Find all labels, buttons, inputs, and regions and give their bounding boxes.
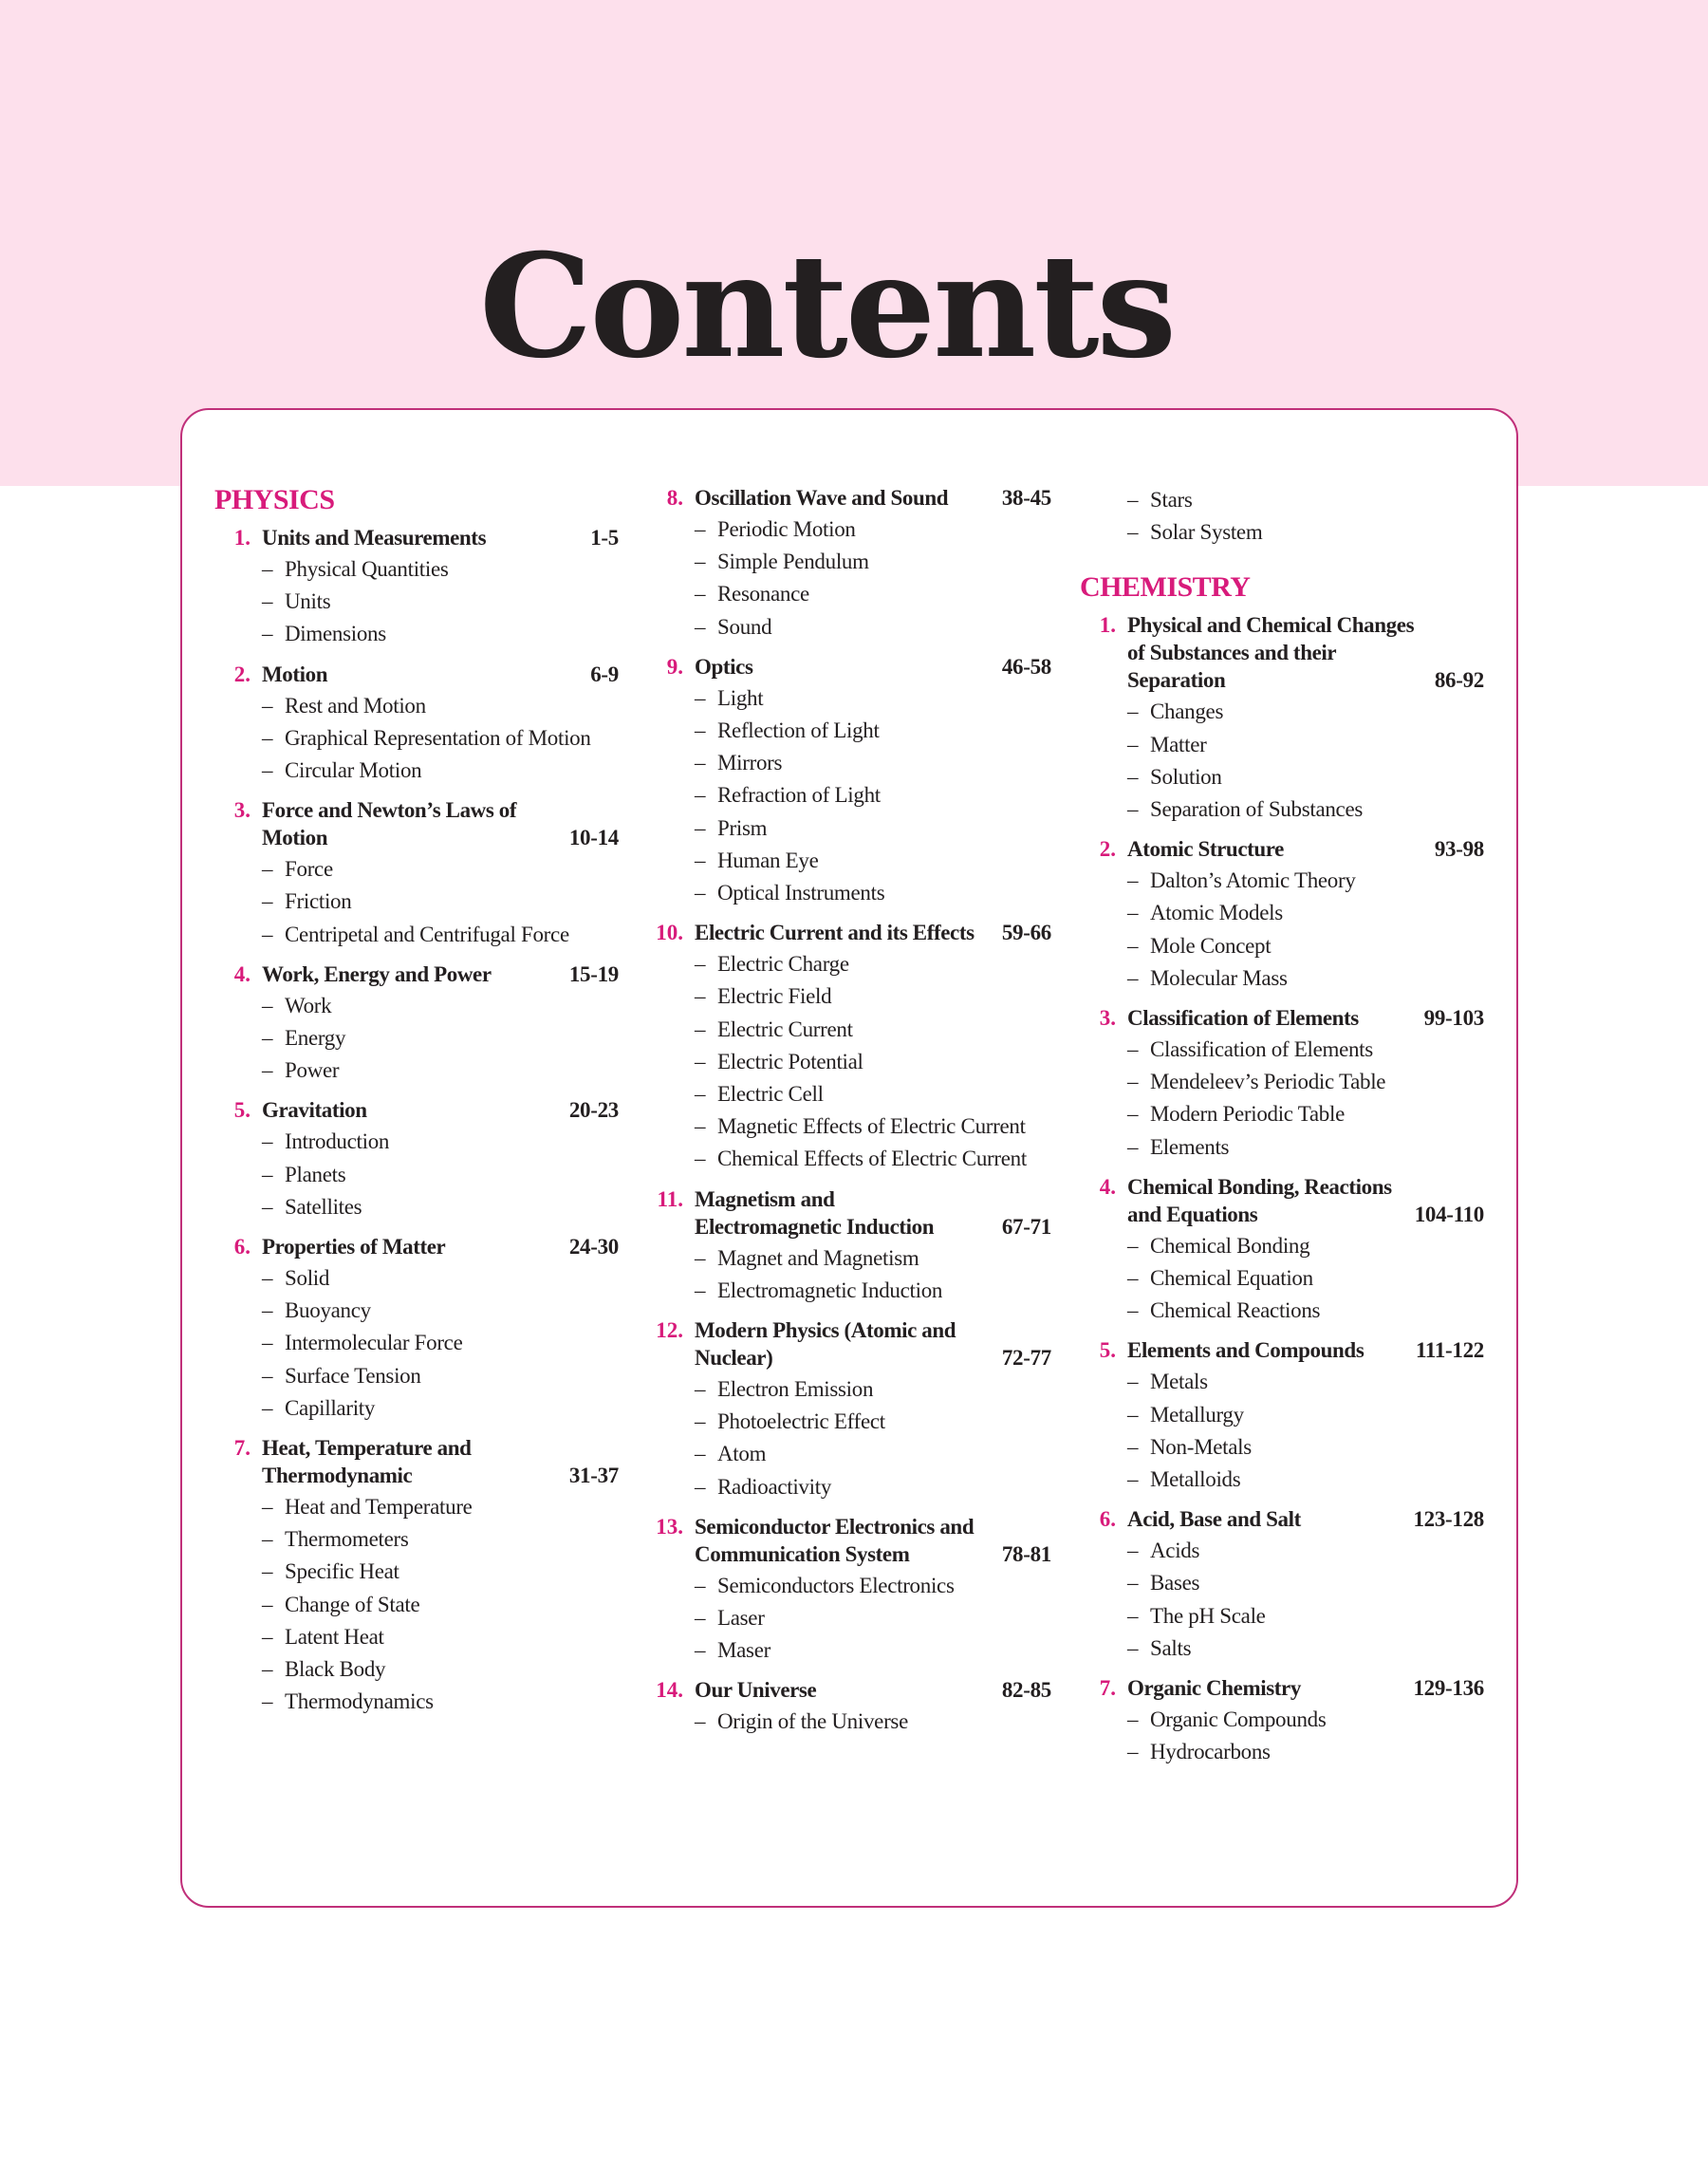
- topic-item: – Units: [262, 586, 619, 618]
- chapter-title: Heat, Temperature and Thermodynamic: [262, 1436, 472, 1488]
- topic-item: – Physical Quantities: [262, 553, 619, 586]
- topic-item: – Prism: [695, 812, 1051, 845]
- chapter-title: Optics: [695, 654, 753, 679]
- topic-item: – Refraction of Light: [695, 779, 1051, 812]
- chapter-number: 9.: [666, 654, 683, 679]
- chapter-entry[interactable]: [214, 1096, 619, 1223]
- contents-card: [180, 408, 1518, 1908]
- chapter-heading: [214, 1434, 619, 1489]
- chapter-pages: 6-9: [590, 662, 619, 686]
- chapter-pages: 67-71: [1001, 1214, 1051, 1239]
- topic-item: – Matter: [1127, 729, 1484, 761]
- topic-item: – Friction: [262, 886, 619, 918]
- chapter-entry[interactable]: [1080, 1674, 1484, 1768]
- topic-item: – Resonance: [695, 578, 1051, 610]
- chapter-number: 5.: [1099, 1338, 1116, 1363]
- chapter-title: Modern Physics (Atomic and Nuclear): [695, 1318, 956, 1371]
- topic-item: – Introduction: [262, 1126, 619, 1158]
- topic-item: – Chemical Reactions: [1127, 1295, 1484, 1327]
- chapter-heading: [214, 1233, 619, 1260]
- chapter-number: 10.: [656, 921, 683, 945]
- chapter-pages: 111-122: [1415, 1338, 1484, 1363]
- chapter-title: Classification of Elements: [1127, 1006, 1359, 1031]
- topic-item: – Classification of Elements: [1127, 1034, 1484, 1066]
- topic-item: – Photoelectric Effect: [695, 1406, 1051, 1438]
- chapter-title: Chemical Bonding, Reactions and Equations: [1127, 1174, 1392, 1226]
- chapter-title: Organic Chemistry: [1127, 1676, 1301, 1701]
- topic-item: – Modern Periodic Table: [1127, 1098, 1484, 1130]
- topic-item: – Rest and Motion: [262, 690, 619, 722]
- chapter-pages: 78-81: [1001, 1541, 1051, 1566]
- chapter-entry[interactable]: [214, 1233, 619, 1425]
- topic-list: [647, 1373, 1051, 1503]
- topic-list: [1080, 1704, 1484, 1768]
- chapter-heading: [1080, 1004, 1484, 1032]
- topic-item: – Hydrocarbons: [1127, 1736, 1484, 1768]
- topic-list: [1080, 1034, 1484, 1164]
- chapter-number: 12.: [656, 1318, 683, 1343]
- topic-item: – Dimensions: [262, 618, 619, 650]
- topic-item: – Atomic Models: [1127, 897, 1484, 929]
- topic-item: – Centripetal and Centrifugal Force: [262, 919, 619, 951]
- topic-item: – Capillarity: [262, 1392, 619, 1425]
- chapter-number: 1.: [1099, 613, 1116, 638]
- chapter-number: 2.: [233, 662, 251, 686]
- chapter-number: 13.: [656, 1514, 683, 1539]
- topic-item: – Semiconductors Electronics: [695, 1570, 1051, 1602]
- chapter-heading: [214, 1096, 619, 1124]
- topic-list: [1080, 865, 1484, 995]
- topic-item: – Electric Current: [695, 1014, 1051, 1046]
- chapter-number: 8.: [666, 486, 683, 510]
- topic-list: [214, 1491, 619, 1718]
- topic-item: – Circular Motion: [262, 755, 619, 787]
- section-title: PHYSICS: [214, 484, 335, 515]
- chapter-heading: [214, 961, 619, 988]
- chapter-pages: 86-92: [1434, 668, 1484, 693]
- topic-list: [647, 1706, 1051, 1738]
- topic-item: – Black Body: [262, 1653, 619, 1686]
- topic-list: [1080, 696, 1484, 826]
- chapter-number: 14.: [656, 1678, 683, 1703]
- topic-item: – Atom: [695, 1438, 1051, 1470]
- chapter-title: Gravitation: [262, 1098, 367, 1123]
- topic-item: – Origin of the Universe: [695, 1706, 1051, 1738]
- chapter-heading: [647, 653, 1051, 681]
- topic-item: – Human Eye: [695, 845, 1051, 877]
- chapter-number: 1.: [233, 526, 251, 550]
- topic-item: – Thermodynamics: [262, 1686, 619, 1718]
- chapter-pages: 93-98: [1434, 837, 1484, 862]
- topic-item: – Specific Heat: [262, 1556, 619, 1588]
- topic-item: – Electric Field: [695, 980, 1051, 1013]
- topic-item: – Thermometers: [262, 1523, 619, 1556]
- chapter-pages: 123-128: [1413, 1507, 1484, 1532]
- toc-section: [1080, 484, 1484, 549]
- chapter-pages: 31-37: [568, 1464, 619, 1488]
- topic-item: – Changes: [1127, 696, 1484, 728]
- chapter-title: Physical and Chemical Changes of Substances and their Separation: [1127, 613, 1415, 693]
- topic-list: [214, 1262, 619, 1425]
- topic-list: [214, 690, 619, 788]
- chapter-number: 4.: [233, 961, 251, 986]
- chapter-pages: 15-19: [568, 961, 619, 986]
- chapter-heading: [1080, 1674, 1484, 1702]
- topic-item: – Electric Charge: [695, 948, 1051, 980]
- topic-item: – Mendeleev’s Periodic Table: [1127, 1066, 1484, 1098]
- topic-item: – Dalton’s Atomic Theory: [1127, 865, 1484, 897]
- topic-item: – Molecular Mass: [1127, 962, 1484, 995]
- chapter-heading: [214, 796, 619, 851]
- chapter-number: 7.: [233, 1436, 251, 1461]
- chapter-entry[interactable]: [647, 653, 1051, 909]
- chapter-title: Motion: [262, 662, 328, 686]
- chapter-entry[interactable]: [1080, 611, 1484, 826]
- chapter-pages: 82-85: [1001, 1678, 1051, 1703]
- topic-item: – Solution: [1127, 761, 1484, 793]
- topic-item: – Change of State: [262, 1589, 619, 1621]
- chapter-title: Work, Energy and Power: [262, 961, 492, 986]
- chapter-number: 6.: [1099, 1507, 1116, 1532]
- chapter-entry[interactable]: [1080, 484, 1484, 549]
- chapter-heading: [647, 1513, 1051, 1568]
- chapter-number: 2.: [1099, 837, 1116, 862]
- topic-list: [214, 990, 619, 1088]
- topic-item: – Mirrors: [695, 747, 1051, 779]
- chapter-entry[interactable]: [647, 1185, 1051, 1307]
- topic-item: – Periodic Motion: [695, 513, 1051, 546]
- chapter-title: Properties of Matter: [262, 1235, 446, 1259]
- chapter-number: 4.: [1099, 1174, 1116, 1199]
- chapter-pages: 104-110: [1414, 1202, 1484, 1226]
- topic-list: [647, 948, 1051, 1175]
- topic-list: [214, 553, 619, 651]
- topic-item: – The pH Scale: [1127, 1600, 1484, 1633]
- chapter-heading: [214, 661, 619, 688]
- chapter-number: 3.: [1099, 1006, 1116, 1031]
- chapter-entry[interactable]: [1080, 835, 1484, 995]
- topic-item: – Solar System: [1127, 516, 1484, 549]
- topic-item: – Electromagnetic Induction: [695, 1275, 1051, 1307]
- chapter-entry[interactable]: [647, 1316, 1051, 1503]
- column-2: [647, 410, 1051, 1748]
- chapter-pages: 46-58: [1001, 654, 1051, 679]
- chapter-pages: 129-136: [1413, 1676, 1484, 1701]
- topic-item: – Electric Potential: [695, 1046, 1051, 1078]
- chapter-entry[interactable]: [214, 661, 619, 788]
- topic-list: [1080, 484, 1484, 549]
- topic-item: – Simple Pendulum: [695, 546, 1051, 578]
- chapter-entry[interactable]: [214, 961, 619, 1088]
- topic-item: – Energy: [262, 1022, 619, 1054]
- chapter-heading: [647, 1316, 1051, 1371]
- chapter-title: Oscillation Wave and Sound: [695, 486, 949, 510]
- topic-item: – Light: [695, 682, 1051, 715]
- topic-item: – Salts: [1127, 1633, 1484, 1665]
- topic-item: – Planets: [262, 1159, 619, 1191]
- topic-item: – Maser: [695, 1634, 1051, 1667]
- chapter-pages: 1-5: [590, 526, 619, 550]
- chapter-entry[interactable]: [1080, 1336, 1484, 1496]
- chapter-pages: 59-66: [1001, 921, 1051, 945]
- topic-list: [647, 1570, 1051, 1668]
- topic-item: – Graphical Representation of Motion: [262, 722, 619, 755]
- topic-item: – Metals: [1127, 1366, 1484, 1398]
- toc-section: [647, 484, 1051, 1739]
- topic-item: – Metalloids: [1127, 1464, 1484, 1496]
- topic-item: – Non-Metals: [1127, 1431, 1484, 1464]
- chapter-heading: [1080, 611, 1484, 694]
- chapter-title: Acid, Base and Salt: [1127, 1507, 1301, 1532]
- chapter-entry[interactable]: [214, 524, 619, 651]
- topic-list: [647, 1242, 1051, 1307]
- chapter-title: Magnetism and Electromagnetic Induction: [695, 1186, 935, 1239]
- chapter-heading: [647, 1676, 1051, 1704]
- topic-item: – Acids: [1127, 1535, 1484, 1567]
- topic-item: – Stars: [1127, 484, 1484, 516]
- chapter-heading: [647, 1185, 1051, 1241]
- topic-list: [1080, 1535, 1484, 1665]
- chapter-entry[interactable]: [214, 796, 619, 951]
- page-title: Contents: [478, 223, 1174, 390]
- topic-list: [1080, 1230, 1484, 1328]
- chapter-title: Semiconductor Electronics and Communication System: [695, 1514, 975, 1566]
- chapter-title: Atomic Structure: [1127, 837, 1284, 862]
- topic-item: – Chemical Bonding: [1127, 1230, 1484, 1262]
- topic-item: – Chemical Effects of Electric Current: [695, 1143, 1051, 1175]
- topic-item: – Electron Emission: [695, 1373, 1051, 1406]
- column-3: [1080, 410, 1484, 1778]
- chapter-entry[interactable]: [1080, 1505, 1484, 1665]
- topic-item: – Bases: [1127, 1567, 1484, 1599]
- topic-item: – Separation of Substances: [1127, 793, 1484, 826]
- chapter-title: Elements and Compounds: [1127, 1338, 1365, 1363]
- topic-item: – Buoyancy: [262, 1295, 619, 1327]
- toc-section: [214, 482, 619, 1718]
- chapter-number: 3.: [233, 798, 251, 823]
- chapter-pages: 10-14: [568, 826, 619, 850]
- topic-item: – Elements: [1127, 1131, 1484, 1164]
- chapter-heading: [1080, 1173, 1484, 1228]
- topic-list: [647, 513, 1051, 644]
- chapter-title: Our Universe: [695, 1678, 817, 1703]
- section-title: CHEMISTRY: [1080, 571, 1251, 604]
- topic-item: – Satellites: [262, 1191, 619, 1223]
- topic-item: – Surface Tension: [262, 1360, 619, 1392]
- chapter-title: Units and Measurements: [262, 526, 487, 550]
- topic-item: – Magnetic Effects of Electric Current: [695, 1110, 1051, 1143]
- topic-item: – Work: [262, 990, 619, 1022]
- topic-list: [214, 1126, 619, 1223]
- chapter-entry[interactable]: [647, 484, 1051, 644]
- chapter-title: Electric Current and its Effects: [695, 921, 975, 945]
- chapter-number: 6.: [233, 1235, 251, 1259]
- chapter-number: 7.: [1099, 1676, 1116, 1701]
- topic-item: – Electric Cell: [695, 1078, 1051, 1110]
- topic-item: – Organic Compounds: [1127, 1704, 1484, 1736]
- chapter-title: Force and Newton’s Laws of Motion: [262, 798, 517, 850]
- chapter-entry[interactable]: [647, 1513, 1051, 1668]
- chapter-pages: 24-30: [568, 1235, 619, 1259]
- topic-item: – Metallurgy: [1127, 1399, 1484, 1431]
- topic-item: – Optical Instruments: [695, 877, 1051, 909]
- topic-item: – Chemical Equation: [1127, 1262, 1484, 1295]
- chapter-entry[interactable]: [1080, 1173, 1484, 1328]
- chapter-number: 11.: [657, 1186, 683, 1211]
- topic-item: – Sound: [695, 611, 1051, 644]
- chapter-heading: [214, 524, 619, 551]
- topic-item: – Power: [262, 1054, 619, 1087]
- topic-item: – Reflection of Light: [695, 715, 1051, 747]
- toc-section: [1080, 569, 1484, 1768]
- chapter-pages: 38-45: [1001, 486, 1051, 510]
- chapter-entry[interactable]: [647, 919, 1051, 1175]
- chapter-pages: 20-23: [568, 1098, 619, 1123]
- chapter-heading: [647, 919, 1051, 946]
- column-1: [214, 410, 619, 1727]
- topic-list: [647, 682, 1051, 909]
- topic-item: – Latent Heat: [262, 1621, 619, 1653]
- chapter-entry[interactable]: [1080, 1004, 1484, 1164]
- topic-item: – Force: [262, 853, 619, 886]
- topic-list: [1080, 1366, 1484, 1496]
- topic-item: – Laser: [695, 1602, 1051, 1634]
- topic-list: [214, 853, 619, 951]
- topic-item: – Magnet and Magnetism: [695, 1242, 1051, 1275]
- chapter-entry[interactable]: [214, 1434, 619, 1718]
- topic-item: – Radioactivity: [695, 1471, 1051, 1503]
- topic-item: – Heat and Temperature: [262, 1491, 619, 1523]
- chapter-heading: [1080, 1505, 1484, 1533]
- chapter-number: 5.: [233, 1098, 251, 1123]
- chapter-pages: 99-103: [1423, 1006, 1484, 1031]
- topic-item: – Mole Concept: [1127, 930, 1484, 962]
- chapter-entry[interactable]: [647, 1676, 1051, 1738]
- topic-item: – Solid: [262, 1262, 619, 1295]
- chapter-heading: [1080, 1336, 1484, 1364]
- topic-item: – Intermolecular Force: [262, 1327, 619, 1359]
- chapter-heading: [647, 484, 1051, 512]
- chapter-pages: 72-77: [1001, 1346, 1051, 1371]
- chapter-heading: [1080, 835, 1484, 863]
